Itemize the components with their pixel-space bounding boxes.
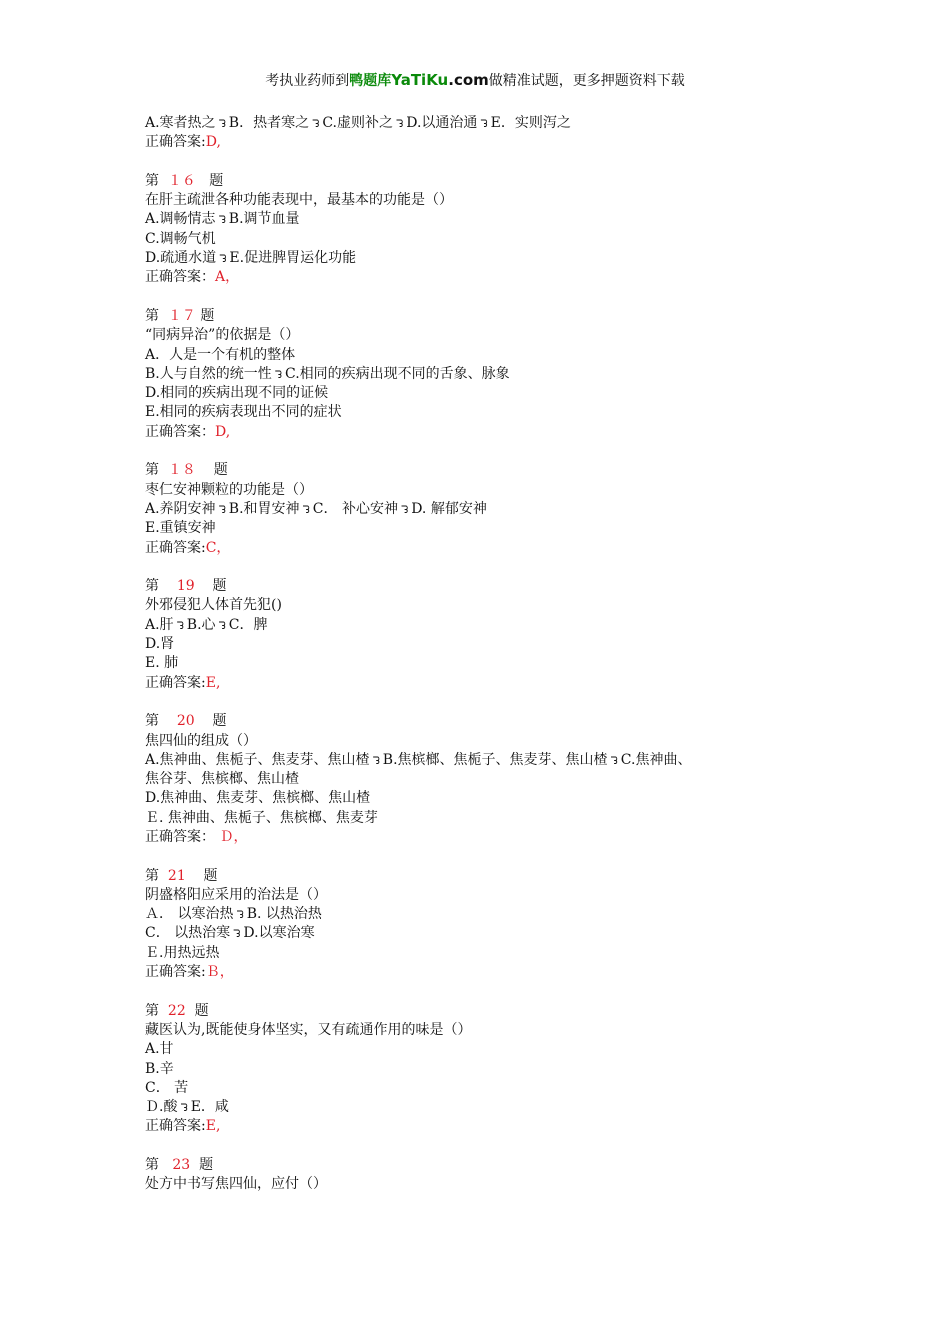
question-prefix: 第 xyxy=(145,578,159,595)
answer-label: 正确答案： xyxy=(145,423,215,440)
answer-label: 正确答案： xyxy=(145,269,215,286)
answer-value: Ｄ， xyxy=(219,828,248,845)
q18-title xyxy=(145,461,825,480)
question-number: 22 xyxy=(167,1002,186,1019)
q19-option-b: B.心 xyxy=(186,616,216,633)
q17-option-b: B.人与自然的统一性 xyxy=(145,365,272,382)
q21-options-ab xyxy=(145,905,825,924)
question-prefix: 第 xyxy=(145,713,159,730)
q18-stem: 枣仁安神颗粒的功能是（） xyxy=(145,481,313,498)
question-number: 23 xyxy=(172,1157,191,1174)
q18-option-d: D. 解郁安神 xyxy=(411,500,487,517)
separator-icon: ᘊ xyxy=(176,620,184,632)
q22-option-a: A.甘 xyxy=(145,1041,174,1058)
header-prefix: 考执业药师到 xyxy=(265,73,350,89)
q16-option-b: B.调节血量 xyxy=(228,211,300,228)
question-prefix: 第 xyxy=(145,307,159,324)
q18-option-a: A.养阴安神 xyxy=(145,500,216,517)
q19-option-d: D.肾 xyxy=(145,636,175,653)
question-suffix: 题 xyxy=(209,172,224,189)
q19-title xyxy=(145,577,825,596)
q20-option-a: A.焦神曲、焦栀子、焦麦芽、焦山楂 xyxy=(145,751,370,768)
q20-option-c-continued: 焦谷芽、焦槟榔、焦山楂 xyxy=(145,771,299,788)
question-number: 21 xyxy=(167,867,186,884)
brand-name-en[interactable]: YaTiKu xyxy=(391,71,449,89)
question-suffix: 题 xyxy=(212,578,227,595)
q21-option-c: C． 以热治寒 xyxy=(145,925,231,942)
q23-stem: 处方中书写焦四仙，应付（） xyxy=(145,1176,327,1193)
q17-stem: “同病异治”的依据是（） xyxy=(145,327,300,344)
separator-icon: ᘊ xyxy=(219,254,227,266)
q20-answer xyxy=(145,828,825,847)
answer-value: D, xyxy=(215,423,231,440)
question-number: 19 xyxy=(176,578,195,595)
q19-option-c: C．脾 xyxy=(228,616,268,633)
answer-label: 正确答案: xyxy=(145,674,206,691)
q21-options-cd xyxy=(145,924,825,943)
question-prefix: 第 xyxy=(145,172,159,189)
question-prefix: 第 xyxy=(145,462,159,479)
q17-title xyxy=(145,307,825,326)
separator-icon: ᘊ xyxy=(218,215,226,227)
q21-option-a: Ａ． 以寒治热 xyxy=(145,906,234,923)
answer-label: 正确答案: xyxy=(145,539,206,556)
answer-value: E, xyxy=(205,1118,221,1135)
q16-option-e: E.促进脾胃运化功能 xyxy=(229,250,357,267)
answer-label: 正确答案: xyxy=(145,134,206,151)
separator-icon: ᘊ xyxy=(218,504,226,516)
separator-icon: ᘊ xyxy=(236,910,244,922)
q19-option-e: E. 肺 xyxy=(145,655,179,672)
q20-stem: 焦四仙的组成（） xyxy=(145,732,257,749)
q17-option-c: C.相同的疾病出现不同的舌象、脉象 xyxy=(284,365,510,382)
question-suffix: 题 xyxy=(203,867,218,884)
q19-answer xyxy=(145,674,825,693)
q18-option-c: C． 补心安神 xyxy=(312,500,398,517)
q16-options-de xyxy=(145,249,825,268)
answer-value: C， xyxy=(205,539,231,556)
question-suffix: 题 xyxy=(199,1157,214,1174)
q17-answer xyxy=(145,423,825,442)
answer-value: A， xyxy=(215,269,240,286)
q15-options-line xyxy=(145,114,825,133)
q16-option-c: C.调畅气机 xyxy=(145,230,216,247)
q20-option-b: B.焦槟榔、焦栀子、焦麦芽、焦山楂 xyxy=(382,751,608,768)
q17-options-bc xyxy=(145,365,825,384)
question-number: 20 xyxy=(176,713,195,730)
separator-icon: ᘊ xyxy=(312,119,320,130)
separator-icon: ᘊ xyxy=(302,504,310,516)
question-prefix: 第 xyxy=(145,1157,159,1174)
q20-option-d: D.焦神曲、焦麦芽、焦槟榔、焦山楂 xyxy=(145,790,371,807)
q22-answer xyxy=(145,1117,825,1136)
question-prefix: 第 xyxy=(145,1002,159,1019)
q21-answer xyxy=(145,963,825,982)
separator-icon: ᘊ xyxy=(180,1103,188,1115)
q22-option-d: Ｄ.酸 xyxy=(145,1099,178,1116)
question-suffix: 题 xyxy=(213,462,228,479)
q18-answer xyxy=(145,539,825,558)
q19-options-abc xyxy=(145,616,825,635)
q15-answer xyxy=(145,133,825,152)
q15-option-e: E．实则泻之 xyxy=(490,115,571,131)
q18-option-b: B.和胃安神 xyxy=(228,500,300,517)
q23-title xyxy=(145,1156,825,1175)
q19-stem: 外邪侵犯人体首先犯() xyxy=(145,597,282,614)
q15-option-d: D.以通治通 xyxy=(406,115,478,131)
q22-options-de xyxy=(145,1098,825,1117)
brand-domain[interactable]: .com xyxy=(448,71,489,89)
question-number: １８ xyxy=(167,462,196,479)
separator-icon: ᘊ xyxy=(400,504,409,516)
q21-title xyxy=(145,867,825,886)
q21-option-e: Ｅ.用热远热 xyxy=(145,944,220,961)
separator-icon: ᘊ xyxy=(610,755,618,767)
page-header xyxy=(0,70,950,90)
separator-icon: ᘊ xyxy=(480,119,488,130)
q18-option-e: E.重镇安神 xyxy=(145,520,216,537)
q20-options-abc xyxy=(145,751,825,770)
q16-stem: 在肝主疏泄各种功能表现中，最基本的功能是（） xyxy=(145,192,453,209)
q17-option-e: E.相同的疾病表现出不同的症状 xyxy=(145,404,342,421)
answer-label: 正确答案: xyxy=(145,1118,206,1135)
q19-option-a: A.肝 xyxy=(145,616,174,633)
answer-value: Ｂ， xyxy=(205,964,234,981)
q22-title xyxy=(145,1002,825,1021)
question-suffix: 题 xyxy=(212,713,227,730)
q17-option-d: D.相同的疾病出现不同的证候 xyxy=(145,385,329,402)
separator-icon: ᘊ xyxy=(233,929,241,941)
q16-option-d: D.疏通水道 xyxy=(145,250,217,267)
question-number: １６ xyxy=(167,172,196,189)
q21-stem: 阴盛格阳应采用的治法是（） xyxy=(145,886,327,903)
q20-option-c: C.焦神曲、 xyxy=(620,751,692,768)
question-list xyxy=(145,114,825,1195)
q16-answer xyxy=(145,268,825,287)
separator-icon: ᘊ xyxy=(274,369,282,381)
brand-name-cn[interactable]: 鸭题库 xyxy=(349,73,392,89)
q15-option-c: C.虚则补之 xyxy=(322,115,393,131)
separator-icon: ᘊ xyxy=(218,620,226,632)
answer-value: E, xyxy=(205,674,221,691)
q20-option-e: Ｅ. 焦神曲、焦栀子、焦槟榔、焦麦芽 xyxy=(145,809,378,826)
q21-option-d: D.以寒治寒 xyxy=(243,925,315,942)
q16-option-a: A.调畅情志 xyxy=(145,211,216,228)
separator-icon: ᘊ xyxy=(372,755,380,767)
question-prefix: 第 xyxy=(145,867,159,884)
question-suffix: 题 xyxy=(194,1002,209,1019)
question-suffix: 题 xyxy=(200,307,215,324)
question-number: １７ xyxy=(167,307,196,324)
answer-label: 正确答案: xyxy=(145,964,206,981)
q16-title xyxy=(145,172,825,191)
q15-option-a: A.寒者热之 xyxy=(145,115,216,131)
q22-option-c: C． 苦 xyxy=(145,1079,189,1096)
q15-option-b: B．热者寒之 xyxy=(228,115,310,131)
header-suffix: 做精准试题，更多押题资料下载 xyxy=(488,73,685,89)
q16-options-ab xyxy=(145,210,825,229)
q20-title xyxy=(145,712,825,731)
q21-option-b: B. 以热治热 xyxy=(246,906,322,923)
q17-option-a: A．人是一个有机的整体 xyxy=(145,346,296,363)
separator-icon: ᘊ xyxy=(218,119,226,130)
q22-option-b: B.辛 xyxy=(145,1060,174,1077)
answer-value: D, xyxy=(205,134,221,151)
q22-option-e: E．咸 xyxy=(190,1099,229,1116)
q22-stem: 藏医认为,既能使身体坚实，又有疏通作用的味是（） xyxy=(145,1021,472,1038)
separator-icon: ᘊ xyxy=(396,119,404,130)
answer-label: 正确答案： xyxy=(145,828,215,845)
q18-options-abcd xyxy=(145,500,825,519)
